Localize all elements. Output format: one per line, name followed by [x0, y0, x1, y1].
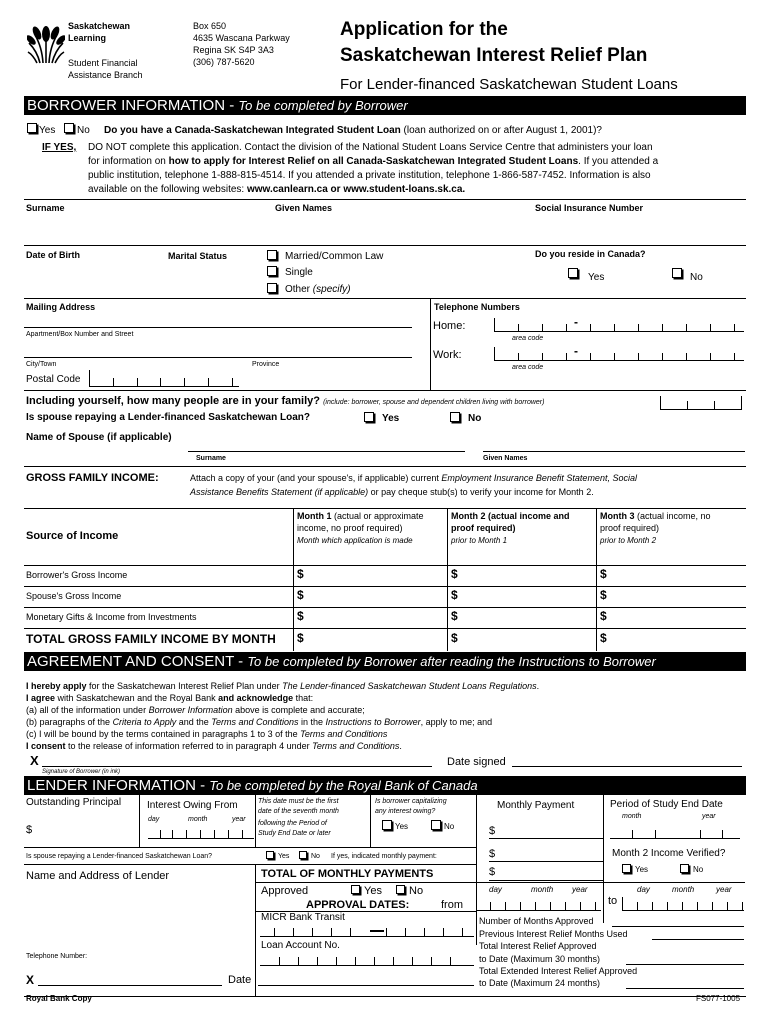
spouse-income-row: Spouse's Gross Income	[26, 591, 122, 601]
other-label: Other (specify)	[285, 284, 351, 295]
lender-spouse-no-checkbox[interactable]	[299, 851, 307, 859]
capitalizing-no-checkbox[interactable]	[431, 820, 441, 830]
spouse-no-checkbox[interactable]	[450, 412, 460, 422]
postal-code-label: Postal Code	[26, 374, 81, 385]
attach-line-1: Attach a copy of your (and your spouse's, if applicable) current Employment Insurance Benefit Statement, Social	[190, 473, 637, 483]
capitalizing-no-label: No	[444, 822, 455, 831]
signature-x: X	[30, 753, 39, 768]
capitalizing-yes-label: Yes	[395, 822, 409, 831]
day-label: day	[637, 885, 650, 894]
dollar-sign: $	[600, 567, 607, 581]
surname-label: Surname	[26, 203, 65, 213]
lender-spouse-no-label: No	[311, 853, 320, 860]
approval-to-label: to	[608, 895, 618, 907]
lender-section-band	[24, 776, 746, 795]
loan-question	[104, 126, 602, 136]
reside-yes-label: Yes	[588, 272, 605, 283]
province-label: Province	[252, 361, 280, 368]
approval-dates-label: APPROVAL DATES:	[306, 899, 410, 911]
month3-line2: proof required)	[600, 523, 660, 533]
month-label: month	[531, 885, 554, 894]
months-approved-label: Number of Months Approved	[479, 916, 594, 926]
address-line-4: (306) 787-5620	[193, 57, 255, 67]
borrower-income-row: Borrower's Gross Income	[26, 570, 128, 580]
single-label: Single	[285, 267, 313, 278]
dollar-sign: $	[451, 567, 458, 581]
borrower-band-subtitle: To be completed by Borrower	[238, 98, 408, 113]
month-label: month	[622, 813, 642, 820]
agreement-line-1: I hereby apply for the Saskatchewan Interest Relief Plan under The Lender-financed Saskatchewan Student Loans Regulations.	[26, 681, 540, 691]
signature-line[interactable]	[42, 766, 432, 767]
capitalizing-question-2: any interest owing?	[375, 808, 436, 815]
gross-income-label: GROSS FAMILY INCOME:	[26, 472, 159, 484]
lender-date-label: Date	[228, 974, 252, 986]
married-label: Married/Common Law	[285, 251, 384, 262]
form-number: FS077-1005	[696, 994, 741, 1003]
dept-line-1: Student Financial	[68, 58, 138, 68]
borrower-section-band	[24, 96, 746, 115]
verified-yes-checkbox[interactable]	[622, 864, 631, 873]
year-label: year	[702, 813, 716, 820]
spouse-yes-label: Yes	[382, 413, 400, 424]
agreement-section-band	[24, 652, 746, 671]
outstanding-principal-label: Outstanding Principal	[26, 797, 122, 808]
verified-yes-label: Yes	[635, 865, 649, 874]
spouse-name-label: Name of Spouse (if applicable)	[26, 432, 172, 443]
month3-line3: prior to Month 2	[600, 536, 657, 545]
info-line-2: for information on how to apply for Interest Relief on all Canada-Saskatchewan Integrated Student Loans. If you attended a	[88, 156, 659, 167]
dollar-sign: $	[489, 866, 496, 878]
date-signed-label: Date signed	[447, 756, 506, 768]
dept-line-2: Assistance Branch	[68, 70, 143, 80]
lender-date-line[interactable]	[258, 985, 474, 986]
interest-owing-label: Interest Owing From	[147, 800, 238, 811]
total-approved-label: Total Interest Relief Approved	[479, 941, 597, 951]
agreement-band-subtitle: To be completed by Borrower after reading the Instructions to Borrower	[247, 654, 656, 669]
work-phone-label: Work:	[433, 349, 462, 361]
lender-telephone-label: Telephone Number:	[26, 953, 88, 960]
borrower-band-title: BORROWER INFORMATION -	[27, 97, 239, 114]
spouse-given-label: Given Names	[483, 455, 528, 462]
reside-question: Do you reside in Canada?	[535, 249, 646, 259]
approved-yes-label: Yes	[364, 885, 382, 897]
dollar-sign: $	[600, 631, 607, 645]
address-line-2: 4635 Wascana Parkway	[193, 33, 290, 43]
day-label: day	[489, 885, 502, 894]
other-checkbox[interactable]	[267, 283, 277, 293]
agreement-line-4: (b) paragraphs of the Criteria to Apply and the Terms and Conditions in the Instructions to Borrower, apply to me; and	[26, 717, 493, 727]
lender-signature-line[interactable]	[38, 985, 222, 986]
form-title-2: Saskatchewan Interest Relief Plan	[340, 45, 648, 66]
apt-label: Apartment/Box Number and Street	[26, 331, 134, 338]
dob-label: Date of Birth	[26, 250, 80, 260]
month1-line2: income, no proof required)	[297, 523, 403, 533]
to-date-30-label: to Date (Maximum 30 months)	[479, 954, 601, 964]
date-note-1: This date must be the first	[258, 798, 339, 805]
lender-signature-x: X	[26, 973, 35, 987]
verified-no-checkbox[interactable]	[680, 864, 689, 873]
single-checkbox[interactable]	[267, 266, 277, 276]
prev-months-label: Previous Interest Relief Months Used	[479, 929, 628, 939]
lender-spouse-yes-label: Yes	[278, 853, 290, 860]
org-name-2: Learning	[68, 33, 107, 43]
capitalizing-yes-checkbox[interactable]	[382, 820, 392, 830]
year-label: year	[572, 885, 588, 894]
loan-yes-label: Yes	[39, 125, 56, 136]
info-line-3: public institution, telephone 1-888-815-4514. If you attended a private institution, telephone 1-866-587-7452. Information is also	[88, 170, 651, 181]
loan-question-rest: (loan authorized on or after August 1, 2001)?	[403, 125, 602, 136]
month2-verified-label: Month 2 Income Verified?	[612, 848, 726, 859]
year-label: year	[232, 816, 246, 823]
loan-no-label: No	[77, 125, 90, 136]
verified-no-label: No	[693, 865, 704, 874]
dollar-sign: $	[26, 824, 33, 836]
city-label: City/Town	[26, 361, 57, 368]
month2-line2: proof required)	[451, 523, 516, 533]
marital-status-label: Marital Status	[168, 251, 228, 261]
gifts-income-row: Monetary Gifts & Income from Investments	[26, 612, 197, 622]
royal-bank-copy: Royal Bank Copy	[26, 994, 92, 1003]
wheat-sheaf-icon	[27, 25, 65, 65]
reside-no-label: No	[690, 272, 703, 283]
approved-label: Approved	[261, 885, 309, 897]
home-area-code: area code	[512, 335, 544, 342]
dollar-sign: $	[451, 609, 458, 623]
dollar-sign: $	[489, 848, 496, 860]
dollar-sign: $	[600, 588, 607, 602]
day-label: day	[148, 816, 160, 823]
micr-transit-label: MICR Bank Transit	[261, 912, 345, 923]
dollar-sign: $	[297, 567, 304, 581]
dollar-sign: $	[489, 825, 496, 837]
agreement-line-2: I agree with Saskatchewan and the Royal Bank and acknowledge that:	[26, 693, 314, 703]
reside-no-checkbox[interactable]	[672, 268, 682, 278]
family-size-question: Including yourself, how many people are in your family? (include: borrower, spouse and dependent children living with borrower)	[26, 395, 545, 407]
agreement-band-title: AGREEMENT AND CONSENT -	[27, 653, 248, 670]
date-note-3: following the Period of	[258, 820, 327, 827]
spouse-repaying-question: Is spouse repaying a Lender-financed Saskatchewan Loan?	[26, 412, 310, 423]
loan-question-bold: Do you have a Canada-Saskatchewan Integrated Student Loan	[104, 125, 401, 136]
date-note-2: date of the seventh month	[258, 808, 339, 815]
saskatchewan-logo	[27, 25, 65, 65]
given-names-label: Given Names	[275, 203, 333, 213]
month1-header: Month 1 (actual or approximate	[297, 511, 424, 521]
loan-no-checkbox[interactable]	[64, 123, 74, 133]
total-monthly-payments-label: TOTAL OF MONTHLY PAYMENTS	[261, 868, 434, 880]
month2-header: Month 2 (actual income and	[451, 511, 570, 521]
capitalizing-question-1: Is borrower capitalizing	[375, 798, 447, 805]
address-line-1: Box 650	[193, 21, 227, 31]
dollar-sign: $	[297, 631, 304, 645]
reside-yes-checkbox[interactable]	[568, 268, 578, 278]
dollar-sign: $	[297, 588, 304, 602]
dollar-sign: $	[600, 609, 607, 623]
year-label: year	[716, 885, 732, 894]
lender-name-address-label: Name and Address of Lender	[26, 870, 170, 882]
total-income-row: TOTAL GROSS FAMILY INCOME BY MONTH	[26, 632, 276, 646]
agreement-line-3: (a) all of the information under Borrower Information above is complete and accurate;	[26, 705, 365, 715]
spouse-yes-checkbox[interactable]	[364, 412, 374, 422]
agreement-line-5: (c) I will be bound by the terms contained in paragraphs 1 to 3 of the Terms and Conditions	[26, 729, 388, 739]
lender-spouse-yes-checkbox[interactable]	[266, 851, 274, 859]
date-note-4: Study End Date or later	[258, 830, 331, 837]
home-phone-label: Home:	[433, 320, 466, 332]
month3-header: Month 3 (actual income, no	[600, 511, 711, 521]
spouse-no-label: No	[468, 413, 482, 424]
approval-from-label: from	[441, 899, 463, 911]
total-extended-label: Total Extended Interest Relief Approved	[479, 966, 638, 976]
org-name: Saskatchewan	[68, 21, 131, 31]
signature-label: Signature of Borrower (in ink)	[42, 769, 121, 775]
month-label: month	[188, 816, 208, 823]
married-checkbox[interactable]	[267, 250, 277, 260]
approved-no-label: No	[409, 885, 424, 897]
approved-yes-checkbox[interactable]	[351, 885, 360, 894]
form-subtitle: For Lender-financed Saskatchewan Student Loans	[340, 76, 678, 93]
agreement-line-6: I consent to the release of information referred to in paragraph 4 under Terms and Conditions.	[26, 741, 402, 751]
sin-label: Social Insurance Number	[535, 203, 644, 213]
info-line-4: available on the following websites: www.canlearn.ca or www.student-loans.sk.ca.	[88, 184, 466, 195]
loan-account-label: Loan Account No.	[261, 940, 340, 951]
mailing-address-label: Mailing Address	[26, 302, 96, 312]
attach-line-2: Assistance Benefits Statement (if applicable) or pay cheque stub(s) to verify your income for Month 2.	[190, 487, 594, 497]
info-line-1: DO NOT complete this application. Contact the division of the National Student Loans Service Centre that administers your loan	[88, 142, 653, 153]
approved-no-checkbox[interactable]	[396, 885, 405, 894]
spouse-surname-label: Surname	[196, 455, 226, 462]
monthly-payment-label: Monthly Payment	[497, 800, 575, 811]
date-signed-line[interactable]	[512, 766, 742, 767]
dollar-sign: $	[297, 609, 304, 623]
period-end-label: Period of Study End Date	[610, 799, 723, 810]
loan-yes-checkbox[interactable]	[27, 123, 37, 133]
form-title-1: Application for the	[340, 19, 508, 40]
lender-band-subtitle: To be completed by the Royal Bank of Canada	[209, 778, 478, 793]
address-line-3: Regina SK S4P 3A3	[193, 45, 274, 55]
spouse-repay-lender: Is spouse repaying a Lender-financed Saskatchewan Loan?	[26, 853, 213, 860]
month2-line3: prior to Month 1	[451, 536, 508, 545]
dollar-sign: $	[451, 631, 458, 645]
lender-band-title: LENDER INFORMATION -	[27, 777, 210, 794]
monthly-payment-note: If yes, indicated monthly payment:	[331, 853, 437, 860]
telephone-numbers-label: Telephone Numbers	[434, 302, 520, 312]
source-of-income-header: Source of Income	[26, 530, 119, 542]
dollar-sign: $	[451, 588, 458, 602]
to-date-24-label: to Date (Maximum 24 months)	[479, 978, 601, 988]
if-yes-label: IF YES,	[42, 142, 77, 153]
work-area-code: area code	[512, 364, 544, 371]
month1-line3: Month which application is made	[297, 536, 413, 545]
month-label: month	[672, 885, 695, 894]
